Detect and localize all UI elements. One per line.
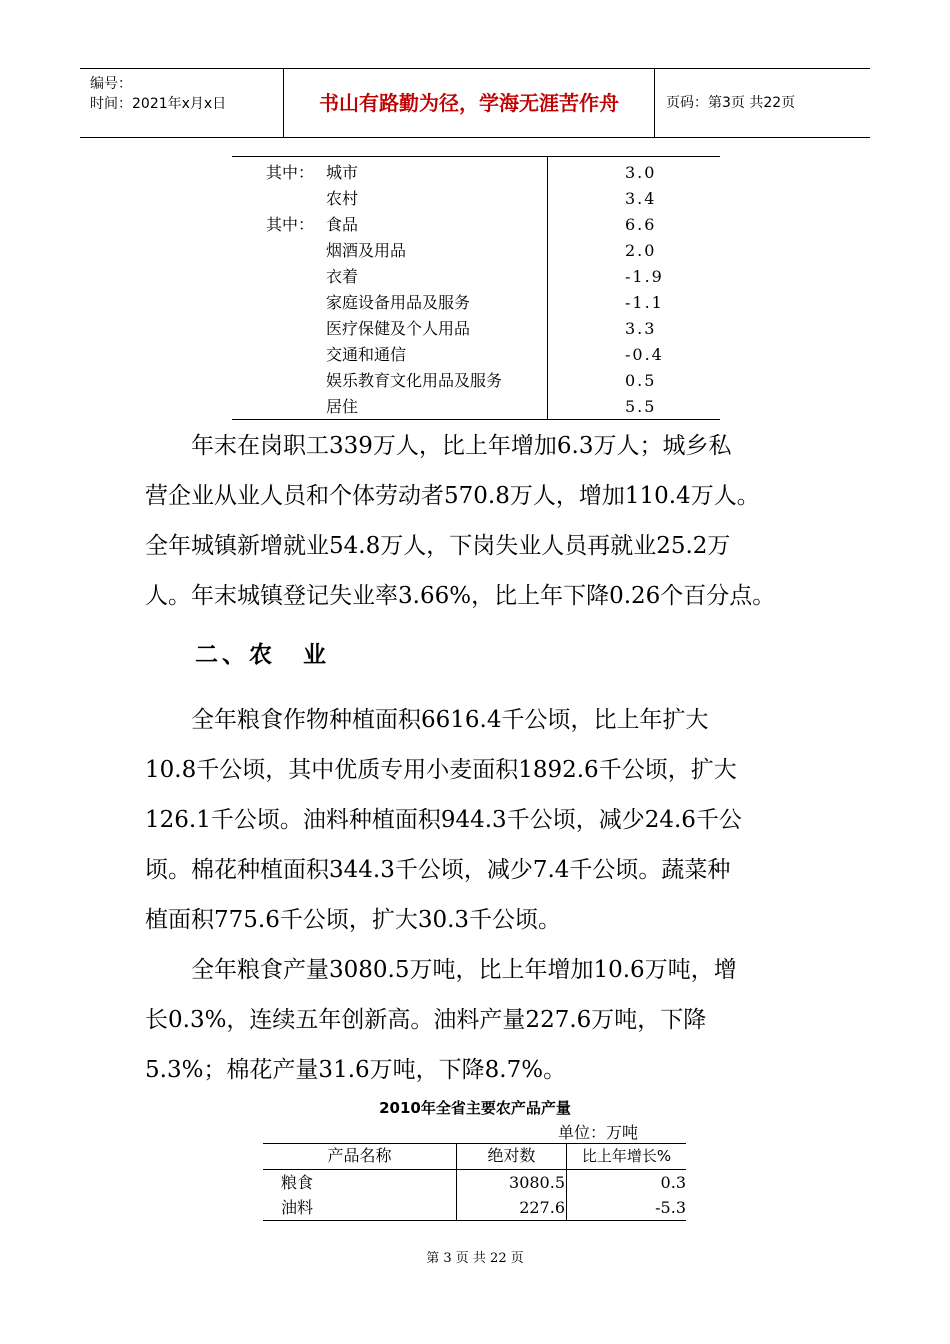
row-label: 医疗保健及个人用品 bbox=[326, 319, 471, 338]
price-index-table bbox=[232, 156, 720, 420]
header-absolute: 绝对数 bbox=[487, 1146, 536, 1165]
row-label: 衣着 bbox=[326, 267, 359, 286]
product-table bbox=[263, 1143, 686, 1221]
table-row bbox=[232, 238, 720, 264]
row-label: 食品 bbox=[326, 215, 359, 234]
table-row bbox=[232, 290, 720, 316]
row-value: 0.5 bbox=[625, 371, 657, 390]
output-paragraph bbox=[145, 945, 805, 1095]
header-growth: 比上年增长% bbox=[581, 1147, 672, 1165]
text-line: 126.1千公顷。油料种植面积944.3千公顷，减少24.6千公 bbox=[145, 807, 742, 833]
row-label: 交通和通信 bbox=[326, 345, 407, 364]
row-value: 3.4 bbox=[625, 189, 657, 208]
text-line: 全年城镇新增就业54.8万人，下岗失业人员再就业25.2万 bbox=[145, 533, 731, 559]
text-line: 长0.3%，连续五年创新高。油料产量227.6万吨，下降 bbox=[145, 1007, 707, 1033]
text-line: 全年粮食作物种植面积6616.4千公顷，比上年扩大 bbox=[145, 707, 709, 733]
text-line: 10.8千公顷，其中优质专用小麦面积1892.6千公顷，扩大 bbox=[145, 757, 737, 783]
table-row bbox=[232, 160, 720, 186]
table-row bbox=[232, 212, 720, 238]
row-value: -0.4 bbox=[625, 345, 664, 364]
row-label: 农村 bbox=[326, 189, 359, 208]
header-meta bbox=[80, 69, 284, 137]
text-line: 年末在岗职工339万人，比上年增加6.3万人；城乡私 bbox=[145, 433, 732, 459]
table-row bbox=[232, 394, 720, 420]
text-line: 人。年末城镇登记失业率3.66%，比上年下降0.26个百分点。 bbox=[145, 583, 776, 609]
row-product-name: 油料 bbox=[281, 1198, 314, 1217]
row-prefix: 其中： bbox=[266, 163, 315, 182]
row-label: 居住 bbox=[326, 397, 359, 416]
row-absolute-value: 227.6 bbox=[519, 1198, 565, 1217]
table-row bbox=[232, 368, 720, 394]
header-page-info: 页码：第3页 共22页 bbox=[666, 95, 796, 111]
product-table-title: 2010年全省主要农产品产量 bbox=[379, 1099, 571, 1117]
row-label: 娱乐教育文化用品及服务 bbox=[326, 371, 503, 390]
number-label: 编号： bbox=[90, 76, 132, 92]
area-paragraph bbox=[145, 695, 805, 945]
row-label: 城市 bbox=[326, 163, 359, 182]
table-row bbox=[232, 316, 720, 342]
row-absolute-value: 3080.5 bbox=[509, 1173, 565, 1192]
row-label: 烟酒及用品 bbox=[326, 241, 407, 260]
row-growth-value: -5.3 bbox=[655, 1198, 686, 1217]
table-row bbox=[232, 342, 720, 368]
row-product-name: 粮食 bbox=[281, 1173, 314, 1192]
page-footer: 第 3 页 共 22 页 bbox=[426, 1251, 524, 1266]
section-heading: 二、农 业 bbox=[195, 642, 330, 668]
row-prefix: 其中： bbox=[266, 215, 315, 234]
row-value: -1.1 bbox=[625, 293, 664, 312]
header-motto: 书山有路勤为径，学海无涯苦作舟 bbox=[284, 69, 655, 137]
text-line: 5.3%；棉花产量31.6万吨，下降8.7%。 bbox=[145, 1057, 567, 1083]
page-header bbox=[80, 68, 870, 138]
product-table-unit: 单位：万吨 bbox=[558, 1123, 639, 1142]
text-line: 植面积775.6千公顷，扩大30.3千公顷。 bbox=[145, 907, 562, 933]
table-row bbox=[232, 186, 720, 212]
employment-paragraph bbox=[145, 421, 805, 621]
row-value: 6.6 bbox=[625, 215, 657, 234]
row-growth-value: 0.3 bbox=[660, 1173, 686, 1192]
row-label: 家庭设备用品及服务 bbox=[326, 293, 471, 312]
date-label: 时间：2021年x月x日 bbox=[90, 96, 227, 112]
row-value: 3.0 bbox=[625, 163, 657, 182]
text-line: 顷。棉花种植面积344.3千公顷，减少7.4千公顷。蔬菜种 bbox=[145, 857, 731, 883]
text-line: 营企业从业人员和个体劳动者570.8万人，增加110.4万人。 bbox=[145, 483, 760, 509]
row-value: 2.0 bbox=[625, 241, 657, 260]
text-line: 全年粮食产量3080.5万吨，比上年增加10.6万吨，增 bbox=[145, 957, 737, 983]
row-value: 5.5 bbox=[625, 397, 657, 416]
table-row bbox=[232, 264, 720, 290]
header-product: 产品名称 bbox=[327, 1146, 392, 1165]
row-value: -1.9 bbox=[625, 267, 664, 286]
row-value: 3.3 bbox=[625, 319, 657, 338]
